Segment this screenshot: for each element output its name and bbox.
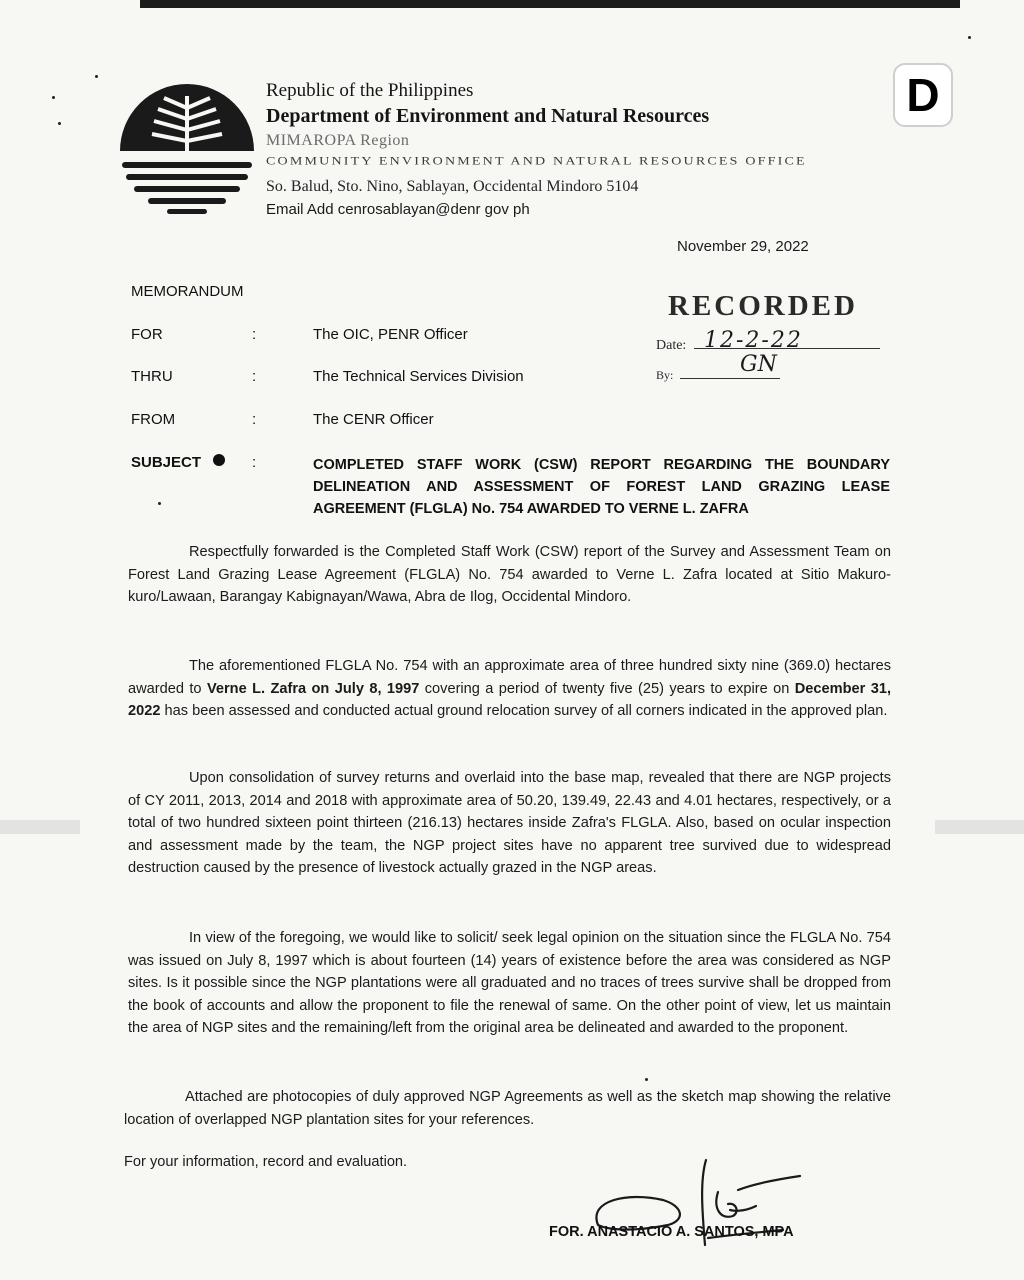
p2-text-a: The aforementioned FLGLA No. 754 with an approximate area of three hundred sixty nine (369.0) hectares awarded to <box>128 658 891 697</box>
scan-speck <box>158 502 161 505</box>
scan-speck <box>968 36 971 39</box>
body-paragraph-1: Respectfully forwarded is the Completed Staff Work (CSW) report of the Survey and Assessment Team on Forest Land Grazing Lease Agreement (FLGLA) No. 754 awarded to Verne L. Zafra located at Sitio Makuro-kuro/Lawaan, Barangay Kabignayan/Wawa, Abra de Ilog, Occidental Mindoro. <box>128 544 891 605</box>
body-paragraph-2 <box>128 655 891 723</box>
subject-text: COMPLETED STAFF WORK (CSW) REPORT REGARDING THE BOUNDARY DELINEATION AND ASSESSMENT OF FOREST LAND GRAZING LEASE AGREEMENT (FLGLA) No. 754 AWARDED TO VERNE L. ZAFRA <box>313 457 890 517</box>
subject-label: SUBJECT <box>131 454 202 471</box>
denr-logo <box>112 76 262 226</box>
from-label: FROM <box>131 411 176 428</box>
scan-speck <box>58 122 61 125</box>
handwritten-signature <box>588 1150 808 1260</box>
for-value: The OIC, PENR Officer <box>313 326 468 343</box>
stamp-by-label: By: <box>656 368 674 382</box>
thru-colon: : <box>252 368 257 385</box>
letterhead-department: Department of Environment and Natural Resources <box>266 105 710 127</box>
stamp-date-label: Date: <box>656 338 687 353</box>
scan-speck <box>645 1078 648 1081</box>
scan-speck <box>52 96 55 99</box>
stamp-by-handwritten: GN <box>740 352 777 377</box>
letterhead-address: So. Balud, Sto. Nino, Sablayan, Occidental Mindoro 5104 <box>266 178 639 195</box>
closing-line: For your information, record and evaluation. <box>124 1154 408 1170</box>
subject-colon: : <box>252 454 257 471</box>
scan-edge <box>140 0 960 8</box>
body-paragraph-4: In view of the foregoing, we would like to solicit/ seek legal opinion on the situation since the FLGLA No. 754 was issued on July 8, 1997 which is about fourteen (14) years of existence before the area was considered as NGP sites. Is it possible since the NGP plantations were all graduated and no traces of trees survive shall be dropped from the book of accounts and allow the proponent to file the renewal of same. On the other point of view, let us maintain the area of NGP sites and the remaining/left from the original area be delineated and awarded to the proponent. <box>128 930 891 1036</box>
p2-text-e: has been assessed and conducted actual ground relocation survey of all corners indicated in the approved plan. <box>160 703 888 719</box>
page-label-badge: D <box>893 63 953 127</box>
scan-smudge <box>935 820 1024 834</box>
stamp-title: RECORDED <box>668 290 858 322</box>
stamp-by-line <box>680 378 780 379</box>
letterhead-office: COMMUNITY ENVIRONMENT AND NATURAL RESOURCES OFFICE <box>266 155 807 168</box>
p2-awardee-date: Verne L. Zafra on July 8, 1997 <box>206 680 420 697</box>
memo-title: MEMORANDUM <box>131 283 244 300</box>
signatory-name: FOR. ANASTACIO A. SANTOS, MPA <box>549 1224 794 1240</box>
from-value: The CENR Officer <box>313 411 434 428</box>
stamp-date-handwritten: 12-2-22 <box>704 328 803 353</box>
body-paragraph-3: Upon consolidation of survey returns and overlaid into the base map, revealed that there are NGP projects of CY 2011, 2013, 2014 and 2018 with approximate area of 50.20, 139.49, 22.43 and 4.01 hectares, respectively, or a total of two hundred sixteen point thirteen (216.13) hectares inside Zafra's FLGLA. Also, based on ocular inspection and assessment made by the team, the NGP project sites have no apparent tree survived due to widespread destruction caused by the presence of livestock actually grazed in the NGP areas. <box>128 770 891 876</box>
from-colon: : <box>252 411 257 428</box>
scan-speck <box>95 75 98 78</box>
ink-blot <box>213 454 225 466</box>
for-label: FOR <box>131 326 163 343</box>
memo-date: November 29, 2022 <box>677 238 809 255</box>
p2-expiry-date: December 31, 2022 <box>128 680 892 719</box>
for-colon: : <box>252 326 257 343</box>
thru-value: The Technical Services Division <box>313 368 524 385</box>
letterhead-email: Email Add cenrosablayan@denr gov ph <box>266 201 530 218</box>
letterhead-republic: Republic of the Philippines <box>266 80 474 101</box>
letterhead-region: MIMAROPA Region <box>266 132 410 149</box>
thru-label: THRU <box>131 368 173 385</box>
p2-text-c: covering a period of twenty five (25) years to expire on <box>419 680 795 697</box>
scan-smudge <box>0 820 80 834</box>
body-paragraph-5: Attached are photocopies of duly approved NGP Agreements as well as the sketch map showing the relative location of overlapped NGP plantation sites for your references. <box>124 1089 891 1128</box>
